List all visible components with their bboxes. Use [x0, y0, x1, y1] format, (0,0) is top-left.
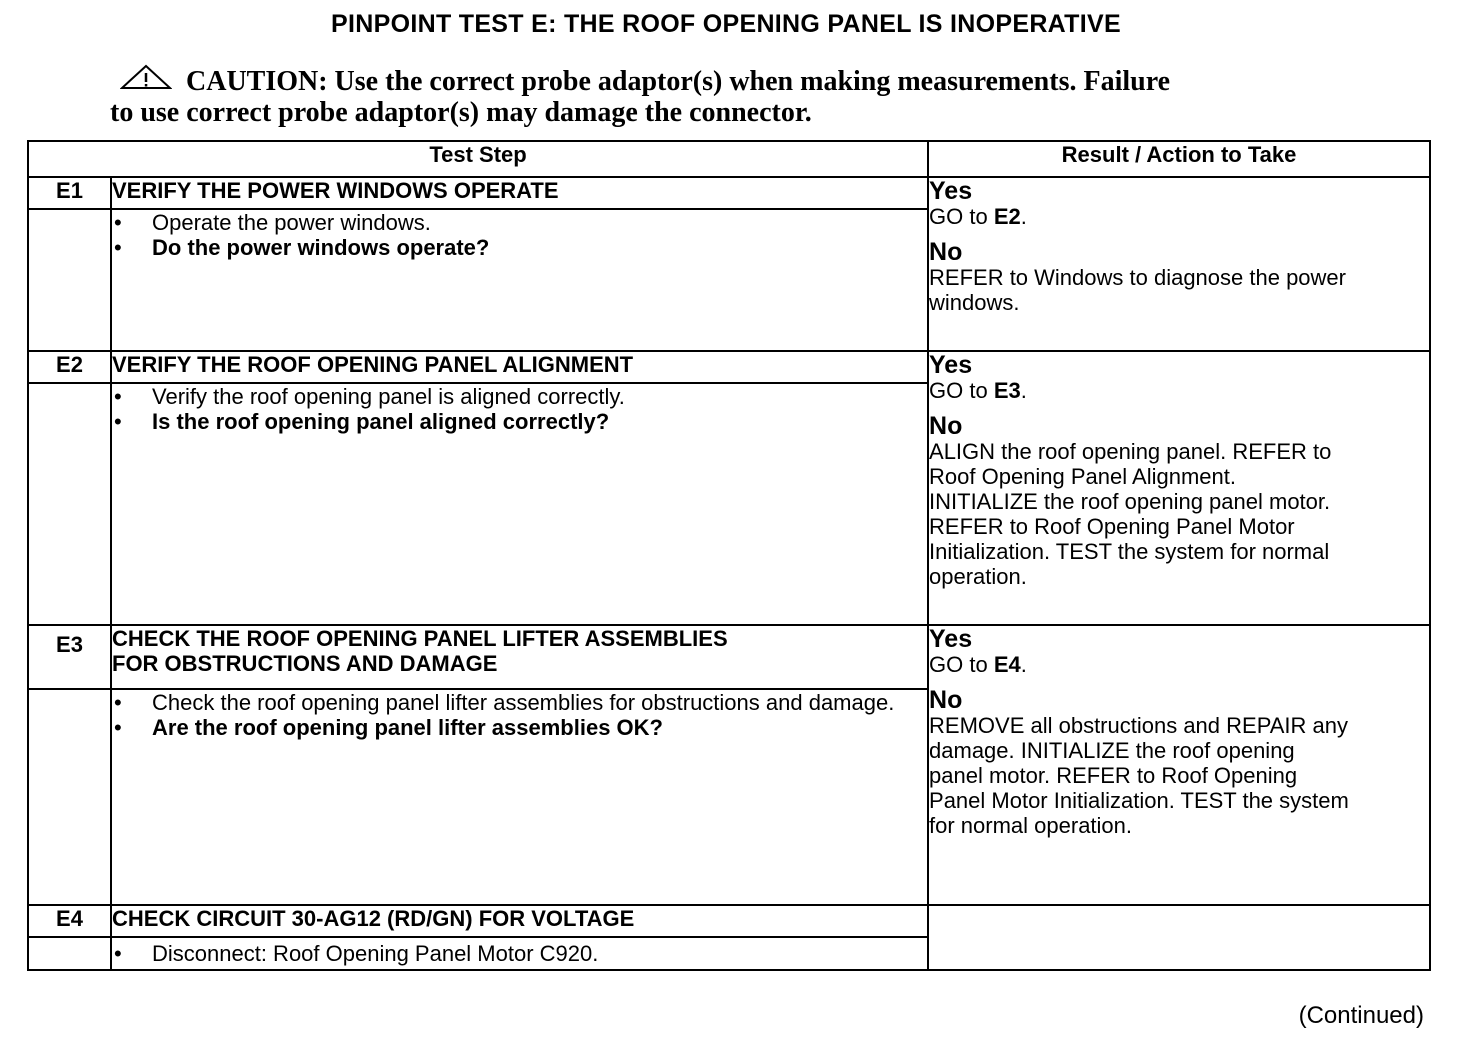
step-id: E3	[28, 625, 111, 689]
list-item: • Is the roof opening panel aligned correctly?	[114, 409, 610, 434]
step-e3-title-row	[28, 625, 1430, 689]
no-label: No	[929, 412, 963, 440]
step-title: VERIFY THE ROOF OPENING PANEL ALIGNMENT	[111, 351, 928, 383]
step-body	[111, 209, 928, 351]
step-e2-title-row	[28, 351, 1430, 383]
pinpoint-test-table	[27, 140, 1431, 971]
header-test-step: Test Step	[28, 141, 928, 177]
warning-triangle-icon	[120, 64, 172, 92]
no-action: ALIGN the roof opening panel. REFER to Roof Opening Panel Alignment. INITIALIZE the roof opening panel motor. REFER to Roof Opening Panel Motor Initialization. TEST the system for normal operation.	[929, 439, 1332, 589]
list-item: • Disconnect: Roof Opening Panel Motor C920.	[114, 941, 599, 966]
step-id: E1	[28, 177, 111, 209]
no-action: REFER to Windows to diagnose the power windows.	[929, 265, 1346, 315]
table-header-row	[28, 141, 1430, 177]
yes-action: GO to E2.	[929, 204, 1027, 229]
step-result	[928, 625, 1430, 905]
step-e1-title-row	[28, 177, 1430, 209]
step-e4-title-row	[28, 905, 1430, 937]
continued-label: (Continued)	[1298, 1002, 1424, 1029]
yes-label: Yes	[929, 625, 973, 653]
step-id: E4	[28, 905, 111, 937]
caution-line-1: CAUTION: Use the correct probe adaptor(s) when making measurements. Failure	[186, 66, 1171, 97]
page-title: PINPOINT TEST E: THE ROOF OPENING PANEL IS INOPERATIVE	[331, 10, 1121, 38]
yes-label: Yes	[929, 177, 973, 205]
step-result	[928, 177, 1430, 351]
caution-line-2: to use correct probe adaptor(s) may damage the connector.	[110, 97, 812, 128]
yes-action: GO to E4.	[929, 652, 1027, 677]
list-item: • Check the roof opening panel lifter assemblies for obstructions and damage.	[114, 690, 895, 715]
caution-notice	[110, 64, 1340, 128]
step-title: CHECK CIRCUIT 30-AG12 (RD/GN) FOR VOLTAGE	[111, 905, 928, 937]
step-id: E2	[28, 351, 111, 383]
no-label: No	[929, 238, 963, 266]
step-body	[111, 383, 928, 625]
yes-action: GO to E3.	[929, 378, 1027, 403]
list-item: • Verify the roof opening panel is aligned correctly.	[114, 384, 625, 409]
step-body	[111, 689, 928, 905]
step-result	[928, 351, 1430, 625]
step-title: CHECK THE ROOF OPENING PANEL LIFTER ASSEMBLIES FOR OBSTRUCTIONS AND DAMAGE	[111, 625, 928, 689]
step-body	[111, 937, 928, 970]
header-result-action: Result / Action to Take	[928, 141, 1430, 177]
no-action: REMOVE all obstructions and REPAIR any damage. INITIALIZE the roof opening panel motor. REFER to Roof Opening Panel Motor Initialization. TEST the system for normal operation.	[929, 713, 1349, 838]
list-item: • Do the power windows operate?	[114, 235, 490, 260]
list-item: • Operate the power windows.	[114, 210, 431, 235]
step-title: VERIFY THE POWER WINDOWS OPERATE	[111, 177, 928, 209]
no-label: No	[929, 686, 963, 714]
yes-label: Yes	[929, 351, 973, 379]
list-item: • Are the roof opening panel lifter assemblies OK?	[114, 715, 663, 740]
step-result	[928, 905, 1430, 970]
